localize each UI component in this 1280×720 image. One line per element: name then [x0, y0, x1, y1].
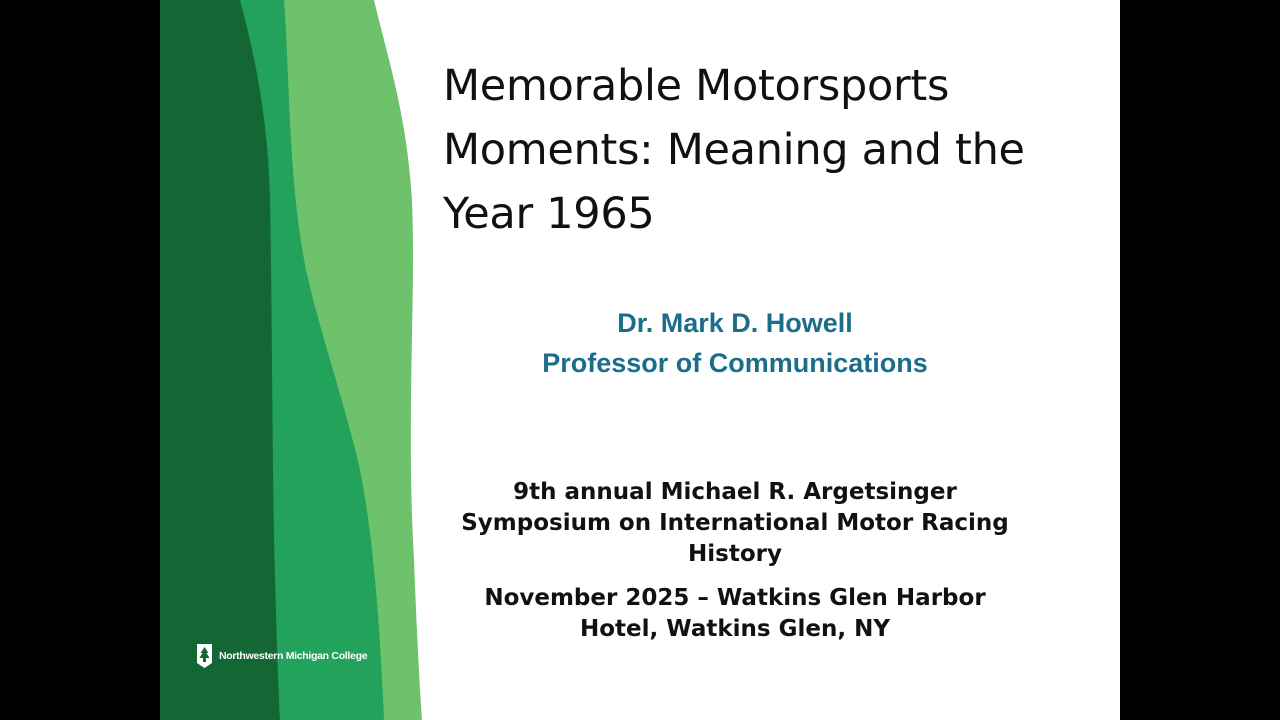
slide [160, 0, 1120, 720]
event-block [445, 477, 1025, 645]
college-logo [196, 643, 367, 669]
presenter-block [480, 303, 990, 383]
dark-green-band [160, 0, 280, 720]
presenter-role: Professor of Communications [542, 348, 928, 378]
pine-tree-icon [196, 643, 213, 669]
college-name: Northwestern Michigan College [219, 650, 368, 662]
event-date-location: November 2025 – Watkins Glen Harbor Hotel, Watkins Glen, NY [484, 585, 986, 642]
slide-title: Memorable Motorsports Moments: Meaning and the Year 1965 [443, 61, 1025, 239]
symposium-name: 9th annual Michael R. Argetsinger Symposium on International Motor Racing History [461, 479, 1009, 567]
presenter-name: Dr. Mark D. Howell [617, 308, 853, 338]
